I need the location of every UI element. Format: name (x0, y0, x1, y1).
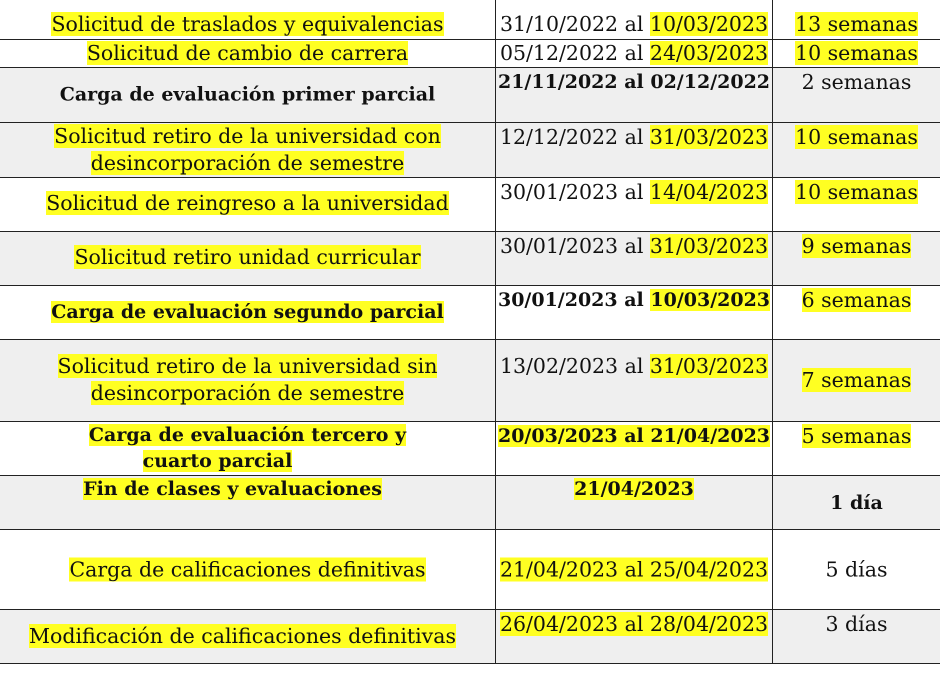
table-row (0, 286, 940, 340)
date-start: 30/01/2023 al (497, 289, 651, 311)
date-cell (496, 232, 773, 285)
date-cell (496, 40, 773, 67)
date-range: 21/04/2023 al 25/04/2023 (499, 557, 769, 581)
date-cell (496, 68, 773, 122)
table-row (0, 340, 940, 422)
duration-text: 10 semanas (795, 125, 918, 149)
activity-cell (0, 476, 496, 529)
table-row (0, 178, 940, 232)
activity-cell (0, 178, 496, 231)
duration-text: 5 días (825, 557, 888, 581)
activity-cell (0, 123, 496, 177)
date-start: 30/01/2023 al (499, 180, 650, 204)
duration-text: 6 semanas (801, 288, 912, 312)
activity-text-line1: Solicitud retiro de la universidad con (54, 124, 441, 148)
activity-text-line1: Solicitud retiro de la universidad sin (57, 354, 438, 378)
table-row (0, 68, 940, 123)
date-start: 30/01/2023 al (499, 234, 650, 258)
date-range: 26/04/2023 al 28/04/2023 (499, 612, 769, 636)
date-cell (496, 610, 773, 663)
date-start: 31/10/2022 al (499, 12, 650, 36)
duration-cell (773, 68, 940, 122)
activity-text: Solicitud de traslados y equivalencias (51, 12, 444, 36)
date-cell (496, 178, 773, 231)
activity-cell (0, 610, 496, 663)
activity-text: Fin de clases y evaluaciones (83, 478, 382, 500)
date-cell (496, 286, 773, 339)
activity-text: Carga de evaluación primer parcial (59, 83, 436, 106)
duration-text: 7 semanas (801, 368, 912, 392)
activity-cell (0, 232, 496, 285)
duration-cell (773, 530, 940, 609)
activity-cell (0, 422, 496, 475)
activity-text: Carga de calificaciones definitivas (69, 557, 426, 581)
duration-cell (773, 40, 940, 67)
table-row (0, 232, 940, 286)
activity-cell (0, 530, 496, 609)
activity-cell (0, 68, 496, 122)
table-row (0, 40, 940, 68)
activity-cell (0, 40, 496, 67)
activity-text-line2: desincorporación de semestre (90, 381, 405, 405)
activity-text-line2: desincorporación de semestre (90, 151, 405, 175)
date-end: 31/03/2023 (649, 354, 769, 378)
date-cell (496, 422, 773, 475)
duration-text: 9 semanas (801, 234, 912, 258)
duration-text: 10 semanas (795, 41, 918, 65)
date-end: 31/03/2023 (649, 125, 769, 149)
activity-cell (0, 340, 496, 421)
activity-text: Solicitud retiro unidad curricular (74, 245, 421, 269)
date-cell (496, 530, 773, 609)
duration-text: 13 semanas (795, 12, 918, 36)
table-row (0, 610, 940, 664)
date-cell (496, 123, 773, 177)
date-range: 20/03/2023 al 21/04/2023 (497, 425, 771, 447)
activity-text-line1: Carga de evaluación tercero y (88, 424, 407, 446)
date-cell (496, 340, 773, 421)
activity-cell (0, 0, 496, 39)
duration-cell (773, 610, 940, 663)
table-row (0, 0, 940, 40)
activity-text: Carga de evaluación segundo parcial (51, 301, 444, 323)
date-start: 12/12/2022 al (499, 125, 650, 149)
duration-cell (773, 232, 940, 285)
duration-text: 2 semanas (801, 70, 912, 94)
date-end: 10/03/2023 (650, 289, 771, 311)
activity-text: Modificación de calificaciones definitivas (28, 624, 456, 648)
table-row (0, 476, 940, 530)
duration-cell (773, 286, 940, 339)
activity-cell (0, 286, 496, 339)
date-end: 14/04/2023 (649, 180, 769, 204)
duration-cell (773, 476, 940, 529)
date-range: 21/11/2022 al 02/12/2022 (497, 71, 771, 93)
duration-cell (773, 123, 940, 177)
duration-cell (773, 340, 940, 421)
date-cell (496, 476, 773, 529)
duration-text: 5 semanas (801, 424, 912, 448)
date-range: 21/04/2023 (574, 478, 694, 500)
activity-text-line2: cuarto parcial (142, 450, 293, 472)
duration-cell (773, 0, 940, 39)
date-cell (496, 0, 773, 39)
table-row (0, 123, 940, 178)
duration-text: 3 días (825, 612, 888, 636)
table-row (0, 422, 940, 476)
date-end: 10/03/2023 (649, 12, 769, 36)
duration-cell (773, 178, 940, 231)
duration-text: 1 día (830, 492, 883, 514)
activity-text: Solicitud de reingreso a la universidad (46, 191, 449, 215)
date-end: 31/03/2023 (649, 234, 769, 258)
date-start: 05/12/2022 al (499, 41, 650, 65)
duration-cell (773, 422, 940, 475)
duration-text: 10 semanas (795, 180, 918, 204)
date-end: 24/03/2023 (649, 41, 769, 65)
activity-text: Solicitud de cambio de carrera (86, 41, 409, 65)
date-start: 13/02/2023 al (499, 354, 650, 378)
table-row (0, 530, 940, 610)
